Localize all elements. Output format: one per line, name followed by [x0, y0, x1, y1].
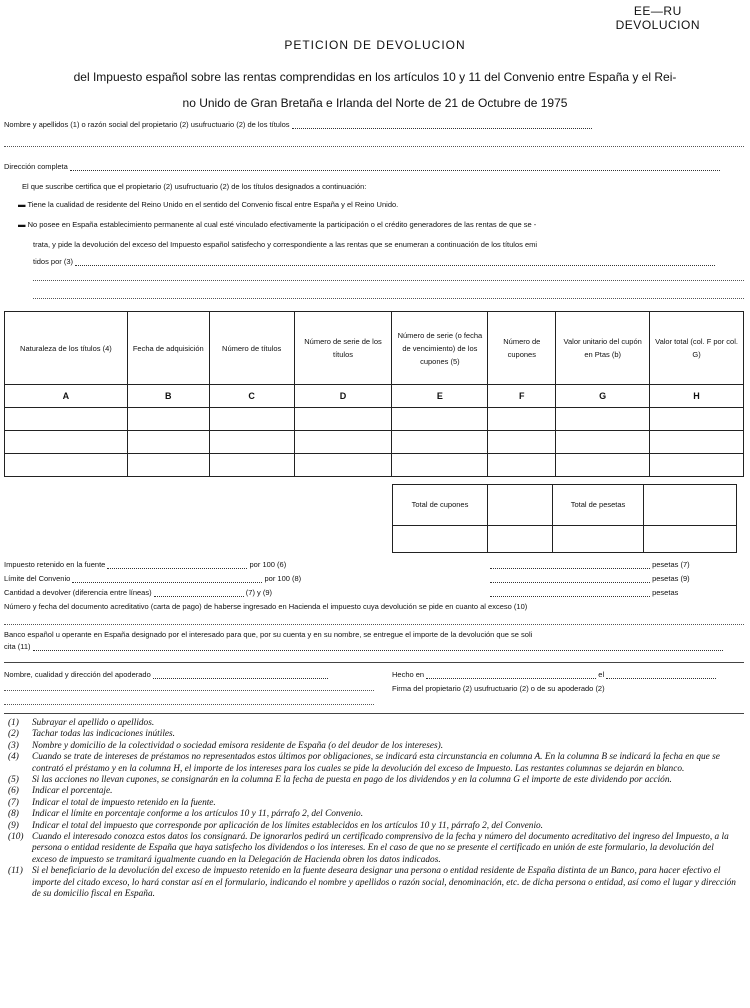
footnote-number: (10) [8, 832, 24, 843]
total-cupones-value[interactable] [488, 485, 553, 526]
limite-pts: pesetas (9) [652, 574, 690, 583]
footnote-number: (1) [8, 718, 19, 728]
bullet2-line1 [18, 220, 744, 229]
footnote-text: Subrayar el apellido o apellidos. [32, 718, 155, 728]
retenido-pts-field[interactable] [490, 568, 650, 569]
footnote-number: (4) [8, 752, 19, 763]
documento-field[interactable] [4, 624, 744, 625]
table-cell[interactable] [392, 431, 488, 454]
bullet2-line3 [33, 257, 744, 266]
retenido-row [4, 560, 286, 569]
bullet-dot: ▬ [18, 200, 28, 209]
apoderado-label: Nombre, cualidad y dirección del apoderado [4, 670, 151, 679]
footnote-text: Si el beneficiario de la devolución del exceso de impuesto retenido en la fuente deseara designar una persona o entidad residente de España distinta de un Banco, para hacer efectivo el importe del citado exceso, lo hará constar así en el formulario, indicando el nombre y apellidos o razón social, denominación, etc. de dicha persona o entidad, así como el lugar y dirección de su domicilio fiscal en España. [32, 866, 736, 900]
cantidad-field[interactable] [154, 596, 244, 597]
hecho-field[interactable] [426, 678, 596, 679]
limite-pct: por 100 (8) [264, 574, 302, 583]
table-cell[interactable] [650, 408, 744, 431]
total-pesetas-label: Total de pesetas [553, 485, 644, 526]
footnote-number: (8) [8, 809, 19, 820]
address-field[interactable] [70, 170, 720, 171]
table-cell[interactable] [556, 454, 650, 477]
footnote [8, 729, 738, 740]
table-cell[interactable] [5, 454, 128, 477]
limite-pts-field[interactable] [490, 582, 650, 583]
address-row [4, 162, 744, 171]
bullet1-text: Tiene la cualidad de residente del Reino Unido en el sentido del Convenio fiscal entre España y el Reino Unido. [27, 200, 399, 209]
footnotes [8, 718, 738, 901]
table-row [5, 454, 744, 477]
footnote [8, 741, 738, 752]
certify-text: El que suscribe certifica que el propietario (2) usufructuario (2) de los títulos designados a continuación: [22, 182, 367, 191]
form-subtitle [20, 64, 730, 116]
fecha-field[interactable] [606, 678, 716, 679]
footnote [8, 821, 738, 832]
form-code [616, 4, 700, 32]
table-cell[interactable] [556, 408, 650, 431]
hecho-row [392, 670, 716, 679]
form-code-line2: DEVOLUCION [615, 18, 700, 32]
footnote-text: Indicar el total de impuesto retenido en la fuente. [32, 797, 216, 808]
table-cell[interactable] [209, 431, 294, 454]
total-cupones-label: Total de cupones [393, 485, 488, 526]
footnote [8, 798, 738, 809]
bullet2-text3: tidos por (3) [33, 257, 74, 266]
table-cell[interactable] [209, 408, 294, 431]
totals-table [392, 484, 737, 553]
el-label: el [598, 670, 605, 679]
col-letter-c: C [209, 385, 294, 408]
cantidad-label: Cantidad a devolver (diferencia entre líneas) [4, 588, 152, 597]
totals-cell[interactable] [644, 526, 737, 553]
footnote-text: Cuando se trate de intereses de préstamos no representados estos últimos por obligaciones, se indicará esta circunstancia en columna A. En la columna B se indicará la fecha en que se contrató el préstamo y en la columna H, el importe de los intereses para los cuales se pide la devolución del exceso de Impuesto. Las restantes columnas se dejarán en blanco. [32, 752, 720, 774]
table-cell[interactable] [294, 408, 392, 431]
documento-text: Número y fecha del documento acreditativo (carta de pago) de haberse ingresado en Hacienda el impuesto cuya devolución se pide en cuanto al exceso (10) [4, 602, 528, 611]
table-cell[interactable] [294, 431, 392, 454]
table-row [5, 408, 744, 431]
totals-cell[interactable] [393, 526, 488, 553]
table-cell[interactable] [5, 408, 128, 431]
footnote [8, 809, 738, 820]
table-cell[interactable] [127, 408, 209, 431]
emisora-field-line3[interactable] [33, 298, 744, 299]
col-letter-a: A [5, 385, 128, 408]
table-cell[interactable] [556, 431, 650, 454]
col-header-a: Naturaleza de los títulos (4) [5, 312, 128, 385]
col-letter-d: D [294, 385, 392, 408]
form-title: PETICION DE DEVOLUCION [284, 38, 466, 52]
footnote-number: (3) [8, 740, 19, 751]
cantidad-pts: pesetas [652, 588, 679, 597]
name-field[interactable] [292, 128, 592, 129]
footnote-text: Indicar el porcentaje. [32, 786, 113, 797]
table-letter-row [5, 385, 744, 408]
col-letter-e: E [392, 385, 488, 408]
table-cell[interactable] [488, 408, 556, 431]
footnote [8, 752, 738, 775]
footnote-number: (5) [8, 775, 19, 786]
limite-row [4, 574, 301, 583]
footnote-text: Si las acciones no llevan cupones, se consignarán en la columna E la fecha de puesta en pago de los dividendos y en la columna G el importe de este dividendo por acción. [32, 775, 672, 786]
col-letter-f: F [488, 385, 556, 408]
footnote [8, 718, 738, 729]
col-header-g: Valor unitario del cupón en Ptas (b) [556, 312, 650, 385]
retenido-pts: pesetas (7) [652, 560, 690, 569]
table-cell[interactable] [650, 454, 744, 477]
retenido-pct: por 100 (6) [249, 560, 287, 569]
col-letter-b: B [127, 385, 209, 408]
firma-label: Firma del propietario (2) usufructuario (2) o de su apoderado (2) [392, 684, 605, 693]
subtitle-line1: del Impuesto español sobre las rentas comprendidas en los artículos 10 y 11 del Convenio entre España y el Rei- [73, 70, 677, 84]
name-row [4, 120, 744, 129]
banco-text2: cita (11) [4, 642, 31, 651]
apoderado-row [4, 670, 328, 679]
table-cell[interactable] [488, 431, 556, 454]
footnote [8, 866, 738, 900]
emisora-field-line2[interactable] [33, 280, 744, 281]
table-cell[interactable] [127, 431, 209, 454]
footnote-number: (9) [8, 820, 19, 831]
col-header-e: Número de serie (o fecha de vencimiento) de los cupones (5) [392, 312, 488, 385]
cantidad-pts-row [490, 588, 678, 597]
banco-row2 [4, 642, 744, 651]
table-cell[interactable] [488, 454, 556, 477]
col-header-d: Número de serie de los títulos [294, 312, 392, 385]
table-cell[interactable] [5, 431, 128, 454]
apoderado-field-line3[interactable] [4, 704, 374, 705]
bullet2-text1: No posee en España establecimiento permanente al cual esté vinculado efectivamente la participación o el crédito generadores de las rentas de que se - [27, 220, 537, 229]
titles-table [4, 311, 744, 477]
footnote-text: Indicar el límite en porcentaje conforme a los artículos 10 y 11, párrafo 2, del Convenio. [32, 809, 364, 820]
table-row [5, 431, 744, 454]
footnote [8, 786, 738, 797]
subtitle-line2: no Unido de Gran Bretaña e Irlanda del Norte de 21 de Octubre de 1975 [182, 96, 568, 110]
footnote [8, 775, 738, 786]
col-header-h: Valor total (col. F por col. G) [650, 312, 744, 385]
retenido-label: Impuesto retenido en la fuente [4, 560, 106, 569]
col-letter-h: H [650, 385, 744, 408]
table-cell[interactable] [209, 454, 294, 477]
footnote-text: Nombre y domicilio de la colectividad o sociedad emisora residente de España (o del deudor de los intereses). [32, 740, 444, 751]
total-pesetas-value[interactable] [644, 485, 737, 526]
retenido-pct-field[interactable] [107, 568, 247, 569]
table-cell[interactable] [392, 454, 488, 477]
name-field-line2[interactable] [4, 146, 744, 147]
notes-divider [4, 713, 744, 714]
retenido-pts-row [490, 560, 690, 569]
bullet1 [18, 200, 398, 209]
limite-label: Límite del Convenio [4, 574, 71, 583]
banco-field[interactable] [33, 650, 723, 651]
footnote [8, 832, 738, 866]
address-label: Dirección completa [4, 162, 68, 171]
bullet2-text2: trata, y pide la devolución del exceso del Impuesto español satisfecho y correspondiente a las rentas que se enumeran a continuación de los títulos emi [33, 240, 538, 249]
emisora-field[interactable] [75, 265, 715, 266]
totals-cell[interactable] [488, 526, 553, 553]
col-header-c: Número de títulos [209, 312, 294, 385]
limite-pts-row [490, 574, 690, 583]
footnote-number: (11) [8, 866, 23, 877]
cantidad-row [4, 588, 272, 597]
footnote-text: Cuando el interesado conozca estos datos los consignará. De ignorarlos pedirá un certificado comprensivo de la fecha y número del documento acreditativo del ingreso del Impuesto, a la persona o entidad residente de España que haya satisfecho los dividendos o los intereses. En el caso de que no se presente el certificado en unión de este formulario, la devolución del exceso de impuesto se tramitará igualmente cuando en la Delegación de Hacienda obren los datos indicados. [32, 832, 729, 865]
limite-pct-field[interactable] [72, 582, 262, 583]
name-label: Nombre y apellidos (1) o razón social del propietario (2) usufructuario (2) de los títulos [4, 120, 290, 129]
banco-text1: Banco español u operante en España designado por el interesado para que, por su cuenta y en su nombre, se entregue el importe de la devolución que se soli [4, 630, 533, 639]
cantidad-pts-field[interactable] [490, 596, 650, 597]
cantidad-ref: (7) y (9) [245, 588, 273, 597]
col-header-f: Número de cupones [488, 312, 556, 385]
form-code-line1: EE—RU [633, 4, 682, 18]
table-cell[interactable] [650, 431, 744, 454]
apoderado-field-line2[interactable] [4, 690, 374, 691]
footnote-number: (2) [8, 729, 19, 740]
footnote-number: (7) [8, 797, 19, 808]
col-header-b: Fecha de adquisición [127, 312, 209, 385]
apoderado-field[interactable] [153, 678, 328, 679]
footnote-number: (6) [8, 786, 19, 797]
table-cell[interactable] [392, 408, 488, 431]
bullet-dot: ▬ [18, 220, 28, 229]
hecho-label: Hecho en [392, 670, 425, 679]
table-cell[interactable] [294, 454, 392, 477]
totals-cell[interactable] [553, 526, 644, 553]
table-cell[interactable] [127, 454, 209, 477]
section-divider [4, 662, 744, 663]
col-letter-g: G [556, 385, 650, 408]
table-header-row [5, 312, 744, 385]
footnote-text: Tachar todas las indicaciones inútiles. [32, 729, 175, 740]
footnote-text: Indicar el total del impuesto que corresponde por aplicación de los límites establecidos en los artículos 10 y 11, párrafo 2, del Convenio. [32, 820, 544, 831]
